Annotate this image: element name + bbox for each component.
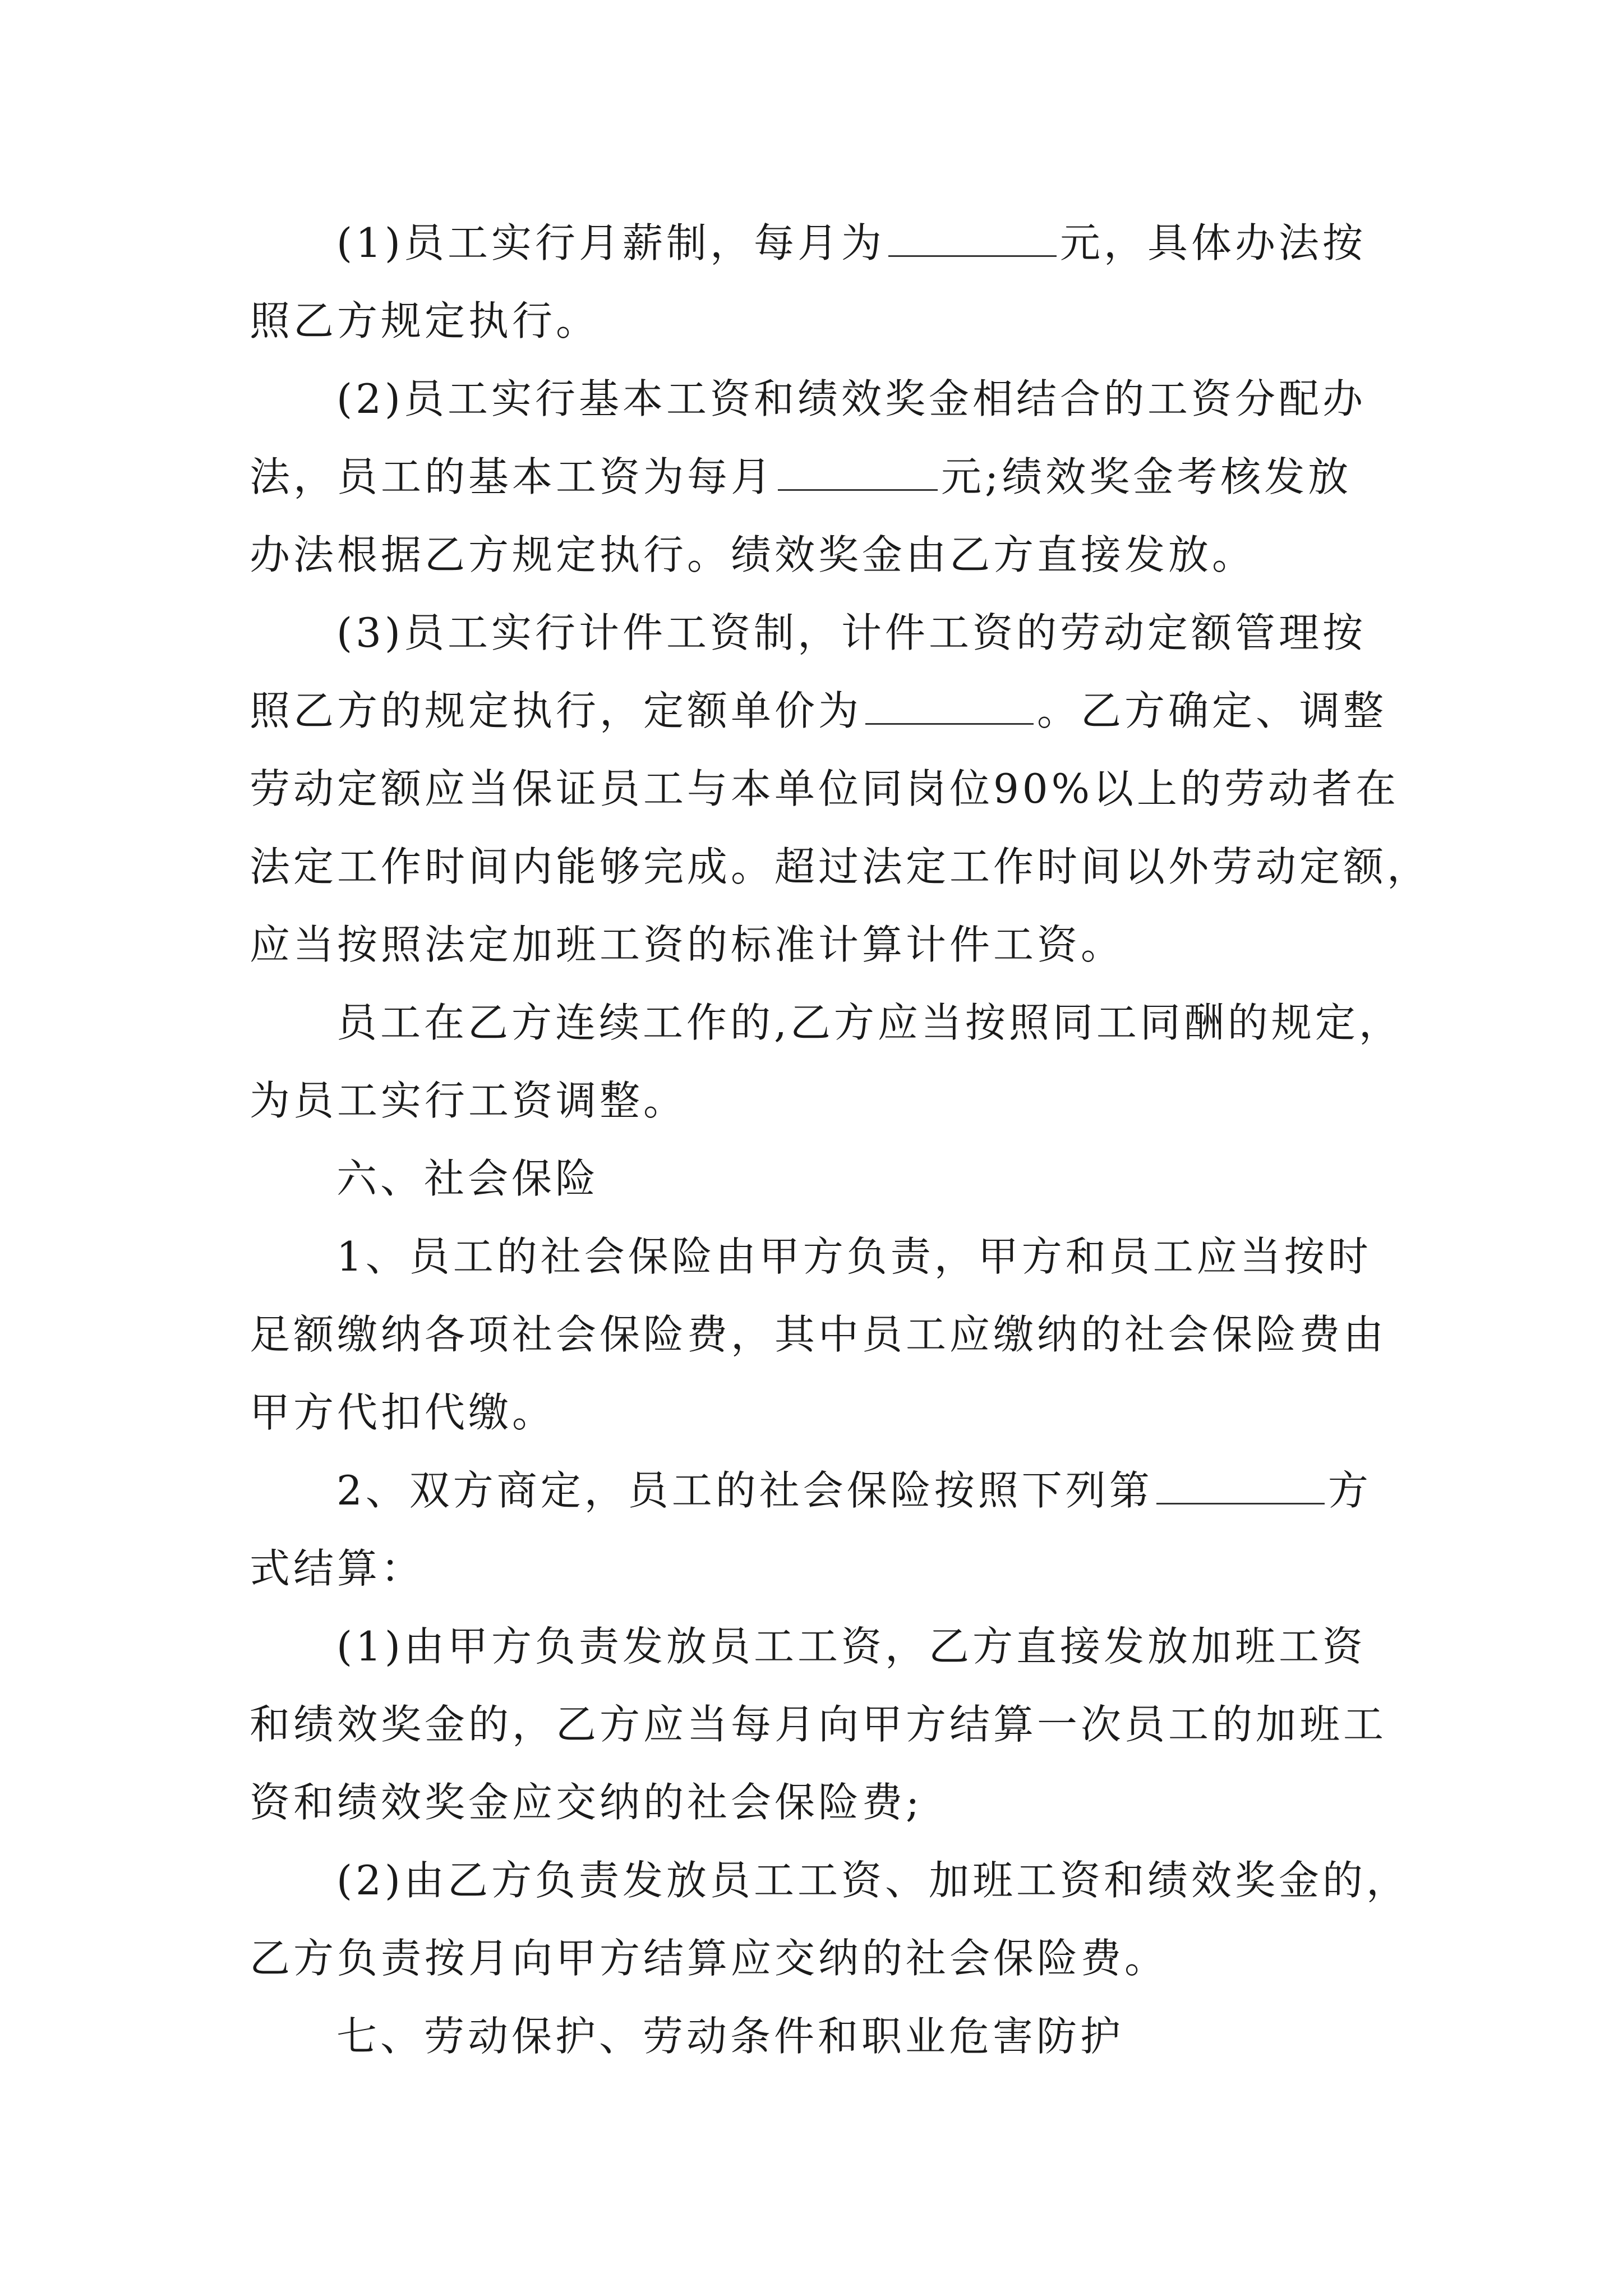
text-line: 照乙方规定执行。	[250, 297, 600, 344]
fill-blank	[865, 689, 1034, 725]
text-line	[336, 218, 1366, 268]
text-line: 为员工实行工资调整。	[250, 1077, 688, 1124]
text-line	[336, 1465, 1372, 1516]
text-line: (1)由甲方负责发放员工工资，乙方直接发放加班工资	[336, 1623, 1366, 1670]
text-segment: 2、双方商定，员工的社会保险按照下列第	[336, 1467, 1153, 1514]
text-line: 式结算：	[250, 1545, 425, 1592]
text-line: 资和绩效奖金应交纳的社会保险费;	[250, 1779, 923, 1826]
text-line: 1、员工的社会保险由甲方负责，甲方和员工应当按时	[336, 1233, 1372, 1280]
text-line: 应当按照法定加班工资的标准计算计件工资。	[250, 921, 1125, 968]
fill-blank	[1156, 1469, 1325, 1504]
text-line: 乙方负责按月向甲方结算应交纳的社会保险费。	[250, 1935, 1169, 1982]
text-line: 甲方代扣代缴。	[250, 1389, 556, 1436]
text-line: 劳动定额应当保证员工与本单位同岗位90%以上的劳动者在	[250, 765, 1400, 812]
text-line: 办法根据乙方规定执行。绩效奖金由乙方直接发放。	[250, 531, 1256, 578]
text-segment: 照乙方的规定执行，定额单价为	[250, 687, 863, 734]
text-line: (2)员工实行基本工资和绩效奖金相结合的工资分配办	[336, 375, 1366, 422]
section-heading: 六、社会保险	[336, 1155, 600, 1202]
fill-blank	[778, 455, 938, 491]
text-line: 员工在乙方连续工作的,乙方应当按照同工同酬的规定，	[336, 999, 1403, 1046]
text-line	[250, 685, 1387, 736]
text-segment: 法，员工的基本工资为每月	[250, 453, 775, 500]
text-segment: 元，具体办法按	[1060, 219, 1367, 266]
text-segment: (1)员工实行月薪制，每月为	[336, 219, 885, 266]
text-line: 法定工作时间内能够完成。超过法定工作时间以外劳动定额，	[250, 843, 1431, 890]
section-heading: 七、劳动保护、劳动条件和职业危害防护	[336, 2013, 1124, 2060]
text-segment: 。乙方确定、调整	[1037, 687, 1387, 734]
text-line: (3)员工实行计件工资制，计件工资的劳动定额管理按	[336, 609, 1366, 656]
fill-blank	[888, 222, 1057, 257]
text-line: (2)由乙方负责发放员工工资、加班工资和绩效奖金的，	[336, 1857, 1410, 1904]
text-segment: 元;绩效奖金考核发放	[941, 453, 1352, 500]
text-segment: 方	[1327, 1467, 1372, 1514]
text-line: 足额缴纳各项社会保险费，其中员工应缴纳的社会保险费由	[250, 1311, 1387, 1358]
text-line	[250, 452, 1352, 502]
text-line: 和绩效奖金的，乙方应当每月向甲方结算一次员工的加班工	[250, 1701, 1387, 1748]
